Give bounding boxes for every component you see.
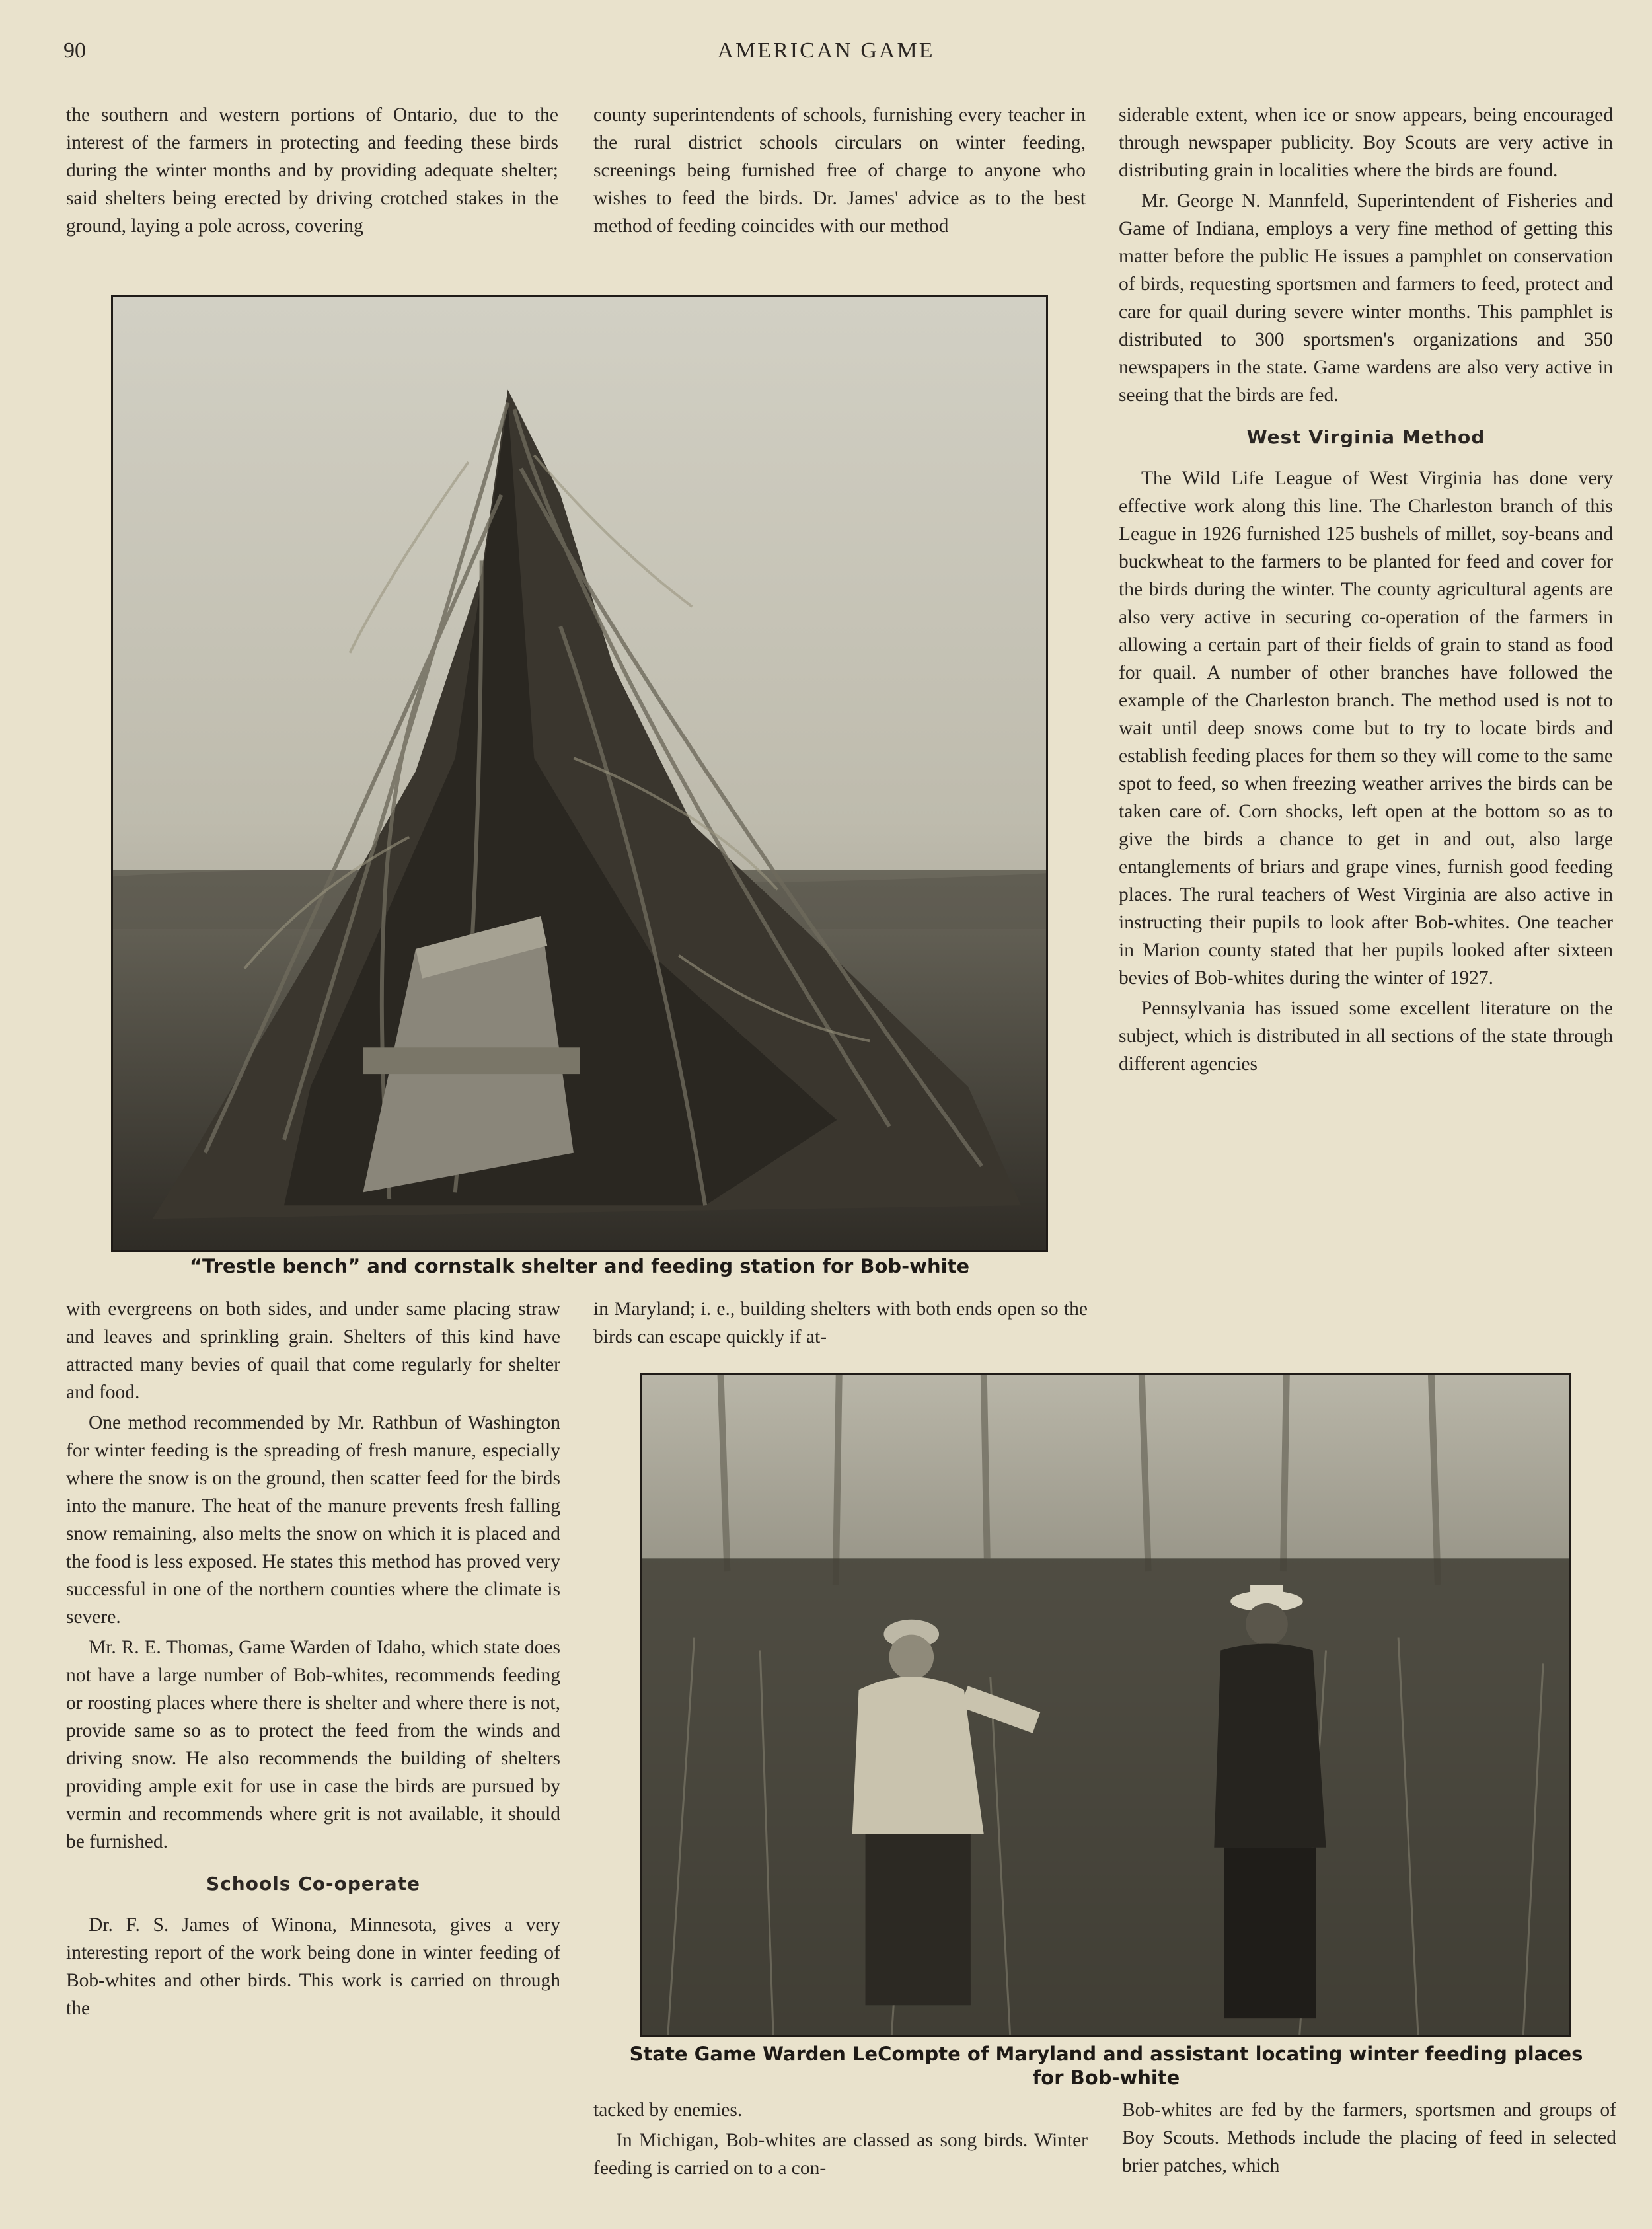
photo-game-warden <box>640 1373 1571 2037</box>
photo-cornstalk-shelter <box>111 295 1048 1252</box>
paragraph: tacked by enemies. <box>593 2099 743 2121</box>
paragraph: siderable extent, when ice or snow appears, being encouraged through newspaper publicity. Boy Scouts are very active in distributing grain in localities where the birds are found. <box>1119 104 1613 181</box>
paragraph: Mr. R. E. Thomas, Game Warden of Idaho, which state does not have a large number of Bob-whites, recommends feeding or roosting places where there is shelter and where there is not, provide same so as to protect the feed from the winds and driving snow. He also recommends the building of shelters providing ample exit for use in case the birds are pursued by vermin and recommends where grit is not available, it should be furnished. <box>66 1637 560 1852</box>
paragraph: In Michigan, Bob-whites are classed as song birds. Winter feeding is carried on to a con- <box>593 2130 1088 2179</box>
paragraph: with evergreens on both sides, and under same placing straw and leaves and sprinkling grain. Shelters of this kind have attracted many bevies of quail that come regularly for shelter and food. <box>66 1299 560 1403</box>
photo-1-caption: “Trestle bench” and cornstalk shelter and feeding station for Bob-white <box>189 1255 970 1277</box>
running-head: AMERICAN GAME <box>717 38 935 63</box>
cornstalk-shelter-image <box>113 297 1046 1250</box>
column-3 <box>1119 101 1613 1078</box>
section-heading-schools: Schools Co-operate <box>206 1873 420 1895</box>
paragraph: Dr. F. S. James of Winona, Minnesota, gives a very interesting report of the work being done in winter feeding of Bob-whites and other birds. This work is carried on through the <box>66 1914 560 2019</box>
section-heading-west-virginia: West Virginia Method <box>1246 426 1485 448</box>
page-number: 90 <box>63 38 86 63</box>
paragraph: Pennsylvania has issued some excellent literature on the subject, which is distributed in all sections of the state through different agencies <box>1119 998 1613 1075</box>
paragraph: the southern and western portions of Ontario, due to the interest of the farmers in protecting and feeding these birds during the winter months and by providing adequate shelter; said shelters being erected by driving crotched stakes in the ground, laying a pole across, covering <box>66 104 558 237</box>
column-1-top <box>66 101 558 240</box>
column-2-mid <box>593 1295 1088 1351</box>
column-1-bottom <box>66 1295 560 2022</box>
paragraph: Mr. George N. Mannfeld, Superintendent of Fisheries and Game of Indiana, employs a very fine method of getting this matter before the public He issues a pamphlet on conservation of birds, requesting sportsmen and farmers to feed, protect and care for quail during severe winter months. This pamphlet is distributed to 300 sportsmen's organizations and 350 newspapers in the state. Game wardens are also very active in seeing that the birds are fed. <box>1119 190 1613 406</box>
paragraph: One method recommended by Mr. Rathbun of Washington for winter feeding is the spreading of fresh manure, especially where the snow is on the ground, then scatter feed for the birds into the manure. The heat of the manure prevents fresh falling snow remaining, also melts the snow on which it is placed and the food is less exposed. He states this method has proved very successful in one of the northern counties where the climate is severe. <box>66 1412 560 1628</box>
paragraph: in Maryland; i. e., building shelters with both ends open so the birds can escape quickly if at- <box>593 1299 1088 1347</box>
column-3-bottom <box>1122 2096 1616 2179</box>
column-2-top <box>593 101 1086 240</box>
column-2-bottom <box>593 2096 1088 2182</box>
paragraph: Bob-whites are fed by the farmers, sportsmen and groups of Boy Scouts. Methods include the placing of feed in selected brier patches, which <box>1122 2099 1616 2176</box>
paragraph: The Wild Life League of West Virginia has done very effective work along this line. The Charleston branch of this League in 1926 furnished 125 bushels of millet, soy-beans and buckwheat to the farmers to be planted for feed and cover for the birds during the winter. The county agricultural agents are also very active in securing co-operation of the farmers in allowing a certain part of their fields of grain to stand as food for quail. A number of other branches have followed the example of the Charleston branch. The method used is not to wait until deep snows come but to try to locate birds and establish feeding places for them so they will come to the same spot to feed, so when freezing weather arrives the birds can be taken care of. Corn shocks, left open at the bottom so as to give the birds a chance to get in and out, also large entanglements of briars and grape vines, furnish good feeding places. The rural teachers of West Virginia are also active in instructing their pupils to look after Bob-whites. One teacher in Marion county stated that her pupils looked after sixteen bevies of Bob-whites during the winter of 1927. <box>1119 468 1613 989</box>
photo-2-caption: State Game Warden LeCompte of Maryland and assistant locating winter feeding places for Bob-white <box>629 2043 1583 2089</box>
paragraph: county superintendents of schools, furnishing every teacher in the rural district schools circulars on winter feeding, screenings being furnished free of charge to anyone who wishes to feed the birds. Dr. James' advice as to the best method of feeding coincides with our method <box>593 104 1086 237</box>
game-warden-image <box>642 1375 1569 2035</box>
